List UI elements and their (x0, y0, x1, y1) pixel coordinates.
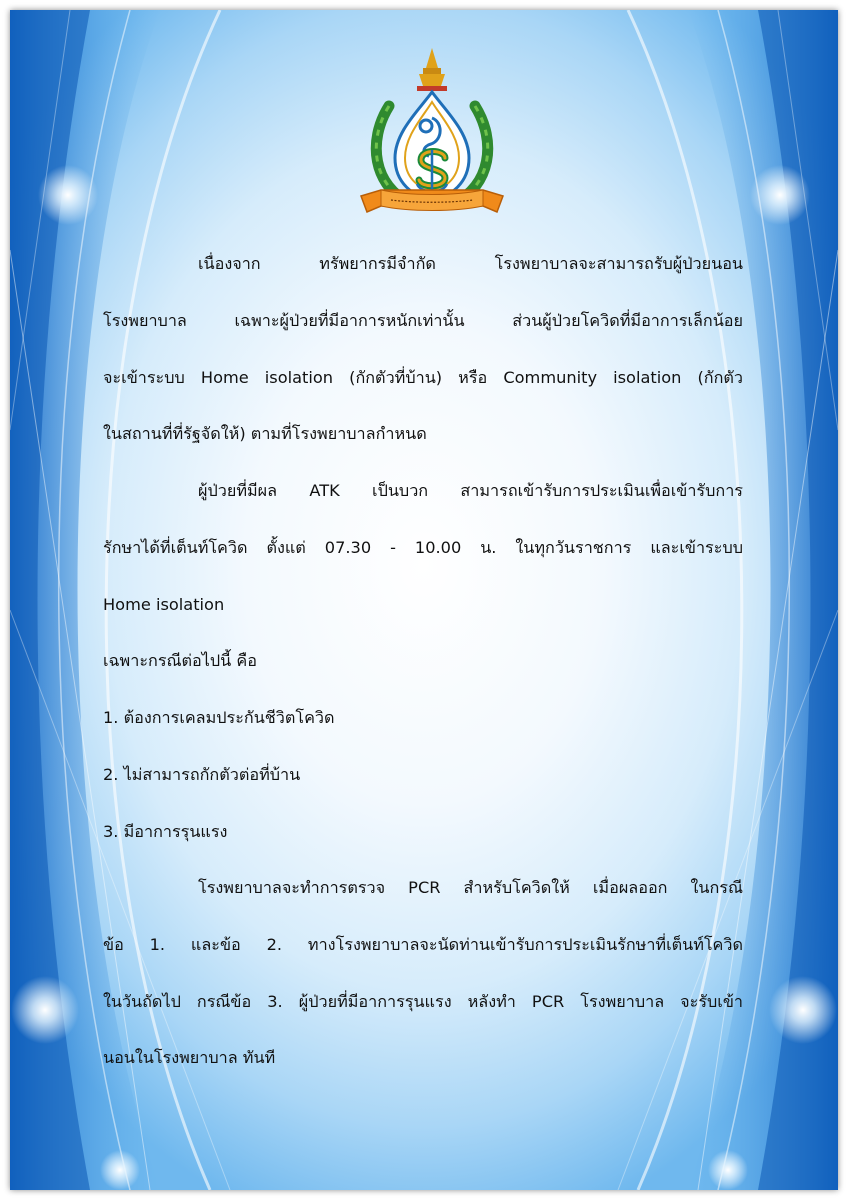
paragraph-line: ข้อ 1. และข้อ 2. ทางโรงพยาบาลจะนัดท่านเข้ารับการประเมินรักษาที่เต็นท์โควิด (103, 934, 743, 954)
paragraph-line: โรงพยาบาล เฉพาะผู้ป่วยที่มีอาการหนักเท่านั้น ส่วนผู้ป่วยโควิดที่มีอาการเล็กน้อย (103, 310, 743, 330)
paragraph-line: Home isolation (103, 594, 225, 614)
paragraph-line: ผู้ป่วยที่มีผล ATK เป็นบวก สามารถเข้ารับการประเมินเพื่อเข้ารับการ (198, 481, 743, 500)
conditions-heading: เฉพาะกรณีต่อไปนี้ คือ (103, 651, 257, 671)
paragraph-line: ในสถานที่ที่รัฐจัดให้) ตามที่โรงพยาบาลกำหนด (103, 424, 427, 444)
intro-paragraph (103, 249, 743, 476)
pcr-paragraph (103, 873, 743, 1100)
paragraph-line: ในวันถัดไป กรณีข้อ 3. ผู้ป่วยที่มีอาการรุนแรง หลังทำ PCR โรงพยาบาล จะรับเข้า (103, 991, 743, 1011)
condition-item: 3. มีอาการรุนแรง (103, 821, 228, 841)
document-page (10, 10, 838, 1190)
paragraph-line: เนื่องจาก ทรัพยากรมีจำกัด โรงพยาบาลจะสามารถรับผู้ป่วยนอน (198, 254, 743, 273)
hospital-emblem-logo (359, 46, 505, 224)
paragraph-line: รักษาได้ที่เต็นท์โควิด ตั้งแต่ 07.30 - 10.00 น. ในทุกวันราชการ และเข้าระบบ (103, 537, 743, 557)
condition-item: 1. ต้องการเคลมประกันชีวิตโควิด (103, 708, 335, 728)
paragraph-line: โรงพยาบาลจะทำการตรวจ PCR สำหรับโควิดให้ เมื่อผลออก ในกรณี (198, 878, 743, 897)
paragraph-line: จะเข้าระบบ Home isolation (กักตัวที่บ้าน) หรือ Community isolation (กักตัว (103, 367, 743, 387)
paragraph-line: นอนในโรงพยาบาล ทันที (103, 1048, 276, 1068)
condition-item: 2. ไม่สามารถกักตัวต่อที่บ้าน (103, 764, 301, 784)
atk-paragraph (103, 476, 743, 874)
